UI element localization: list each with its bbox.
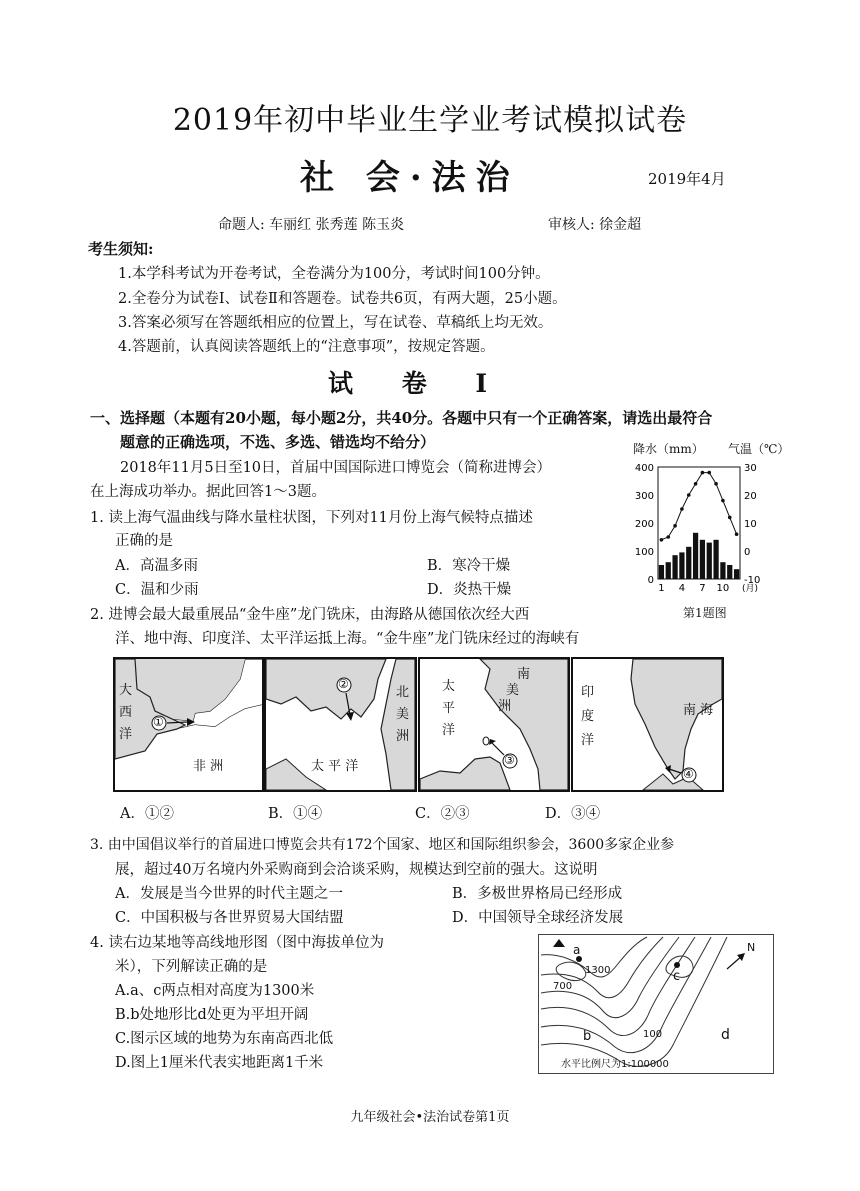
temp-tick-label: 30 [744, 463, 757, 474]
temperature-point [701, 471, 705, 475]
map3-marker: ③ [504, 753, 515, 767]
notice-heading: 考生须知: [88, 240, 154, 258]
month-tick-label: 10 [716, 583, 730, 594]
notice-item: 2.全卷分为试卷Ⅰ、试卷Ⅱ和答题卷。试卷共6页，有两大题，25小题。 [118, 291, 567, 307]
contour-elev-100: 100 [643, 1029, 663, 1040]
precip-bar [666, 562, 671, 579]
section-heading: 一、选择题（本题有20小题，每小题2分，共40分。各题中只有一个正确答案，请选出最符合 [90, 409, 713, 427]
precip-bar [686, 547, 691, 579]
map4-ocean-3: 洋 [581, 733, 595, 748]
q4-stem: 4. 读右边某地等高线地形图（图中海拔单位为 [90, 935, 384, 951]
temperature-point [673, 524, 677, 528]
section-heading-cont: 题意的正确选项，不选、多选、错选均不给分） [120, 433, 436, 451]
temperature-point [680, 507, 684, 511]
map3-ocean-2: 平 [442, 701, 456, 716]
precip-tick-label: 300 [634, 491, 654, 502]
contour-point-b: b [583, 1029, 592, 1044]
notice-item: 1.本学科考试为开卷考试，全卷满分为100分，考试时间100分钟。 [118, 266, 550, 282]
q1-stem-cont: 正确的是 [115, 533, 173, 549]
map2-land-2: 美 [396, 707, 410, 722]
reviewer: 审核人: 徐金超 [548, 217, 642, 233]
map2-marker: ② [338, 677, 349, 691]
q3-option-b[interactable]: B．多极世界格局已经形成 [452, 886, 623, 902]
map1-ocean-1: 大 [119, 683, 133, 698]
climate-chart [628, 455, 768, 595]
q4-option-c[interactable]: C.图示区域的地势为东南高西北低 [115, 1031, 334, 1047]
map3-land-3: 洲 [498, 699, 512, 714]
q4-stem-cont: 米），下列解读正确的是 [115, 959, 268, 975]
map4-ocean-1: 印 [581, 685, 595, 700]
map3-land-1: 南 [517, 667, 531, 682]
strait-map-1 [113, 657, 264, 792]
q2-option-c[interactable]: C．②③ [415, 806, 470, 822]
intro-line: 在上海成功举办。据此回答1～3题。 [90, 484, 326, 500]
precip-tick-label: 400 [634, 463, 654, 474]
precip-bar [713, 540, 718, 579]
contour-point-c: c [673, 969, 681, 984]
q4-option-a[interactable]: A.a、c两点相对高度为1300米 [115, 983, 315, 999]
notice-item: 3.答案必须写在答题纸相应的位置上，写在试卷、草稿纸上均无效。 [118, 315, 553, 331]
q1-option-c[interactable]: C．温和少雨 [115, 582, 199, 598]
contour-elev-1300: 1300 [585, 965, 611, 976]
map3-land-2: 美 [506, 683, 520, 698]
q3-option-d[interactable]: D．中国领导全球经济发展 [452, 910, 624, 926]
contour-scale: 水平比例尺为1:100000 [561, 1059, 669, 1070]
precip-bar [672, 555, 677, 579]
month-tick-label: 7 [699, 583, 706, 594]
q1-option-b[interactable]: B．寒冷干燥 [427, 558, 511, 574]
q4-option-d[interactable]: D.图上1厘米代表实地距离1千米 [115, 1055, 324, 1071]
precip-bar [693, 533, 698, 579]
month-tick-label: 1 [658, 583, 665, 594]
temperature-point [666, 535, 670, 539]
map1-ocean-3: 洋 [119, 727, 133, 742]
q1-option-d[interactable]: D．炎热干燥 [427, 582, 512, 598]
temperature-line [661, 473, 736, 540]
map3-ocean-1: 太 [442, 679, 456, 694]
q3-stem: 3. 由中国倡议举行的首届进口博览会共有172个国家、地区和国际组织参会，3600多家企业参 [90, 837, 675, 853]
precip-tick-label: 200 [634, 519, 654, 530]
q2-option-a[interactable]: A．①② [120, 806, 174, 822]
map4-ocean-2: 度 [581, 709, 595, 724]
temp-tick-label: 20 [744, 491, 757, 502]
notice-item: 4.答题前，认真阅读答题纸上的“注意事项”，按规定答题。 [118, 339, 495, 355]
contour-point-d: d [721, 1027, 730, 1043]
map2-land-1: 北 [396, 685, 410, 700]
precip-tick-label: 0 [647, 575, 654, 586]
subject-title: 社 会·法治 [300, 158, 520, 198]
q2-stem: 2. 进博会最大最重展品“金牛座”龙门铣床，由海路从德国依次经大西 [90, 607, 530, 623]
precip-bar [679, 552, 684, 579]
strait-map-3 [418, 657, 570, 792]
map1-ocean-2: 西 [119, 705, 133, 720]
q1-option-a[interactable]: A．高温多雨 [115, 558, 198, 574]
q3-stem-cont: 展，超过40万名境内外采购商到会洽谈采购，规模达到空前的强大。这说明 [115, 862, 598, 878]
part-title: 试 卷 I [328, 369, 508, 398]
map4-marker: ④ [683, 767, 694, 781]
precip-bar [659, 565, 664, 579]
map2-land-3: 洲 [396, 729, 410, 744]
contour-map [538, 934, 774, 1074]
q2-option-d[interactable]: D．③④ [545, 806, 601, 822]
page-footer: 九年级社会•法治试卷第1页 [350, 1110, 510, 1125]
temp-tick-label: 0 [744, 547, 751, 558]
contour-point-a: a [573, 943, 581, 957]
map3-ocean-3: 洋 [442, 723, 456, 738]
q1-stem: 1. 读上海气温曲线与降水量柱状图，下列对11月份上海气候特点描述 [90, 510, 533, 526]
month-unit-label: (月) [742, 584, 759, 594]
temperature-point [735, 532, 739, 536]
intro-line: 2018年11月5日至10日，首届中国国际进口博览会（简称进博会） [120, 460, 552, 476]
temperature-point [707, 471, 711, 475]
precip-bar [734, 569, 739, 579]
map1-land: 非 洲 [193, 759, 224, 774]
contour-elev-700: 700 [553, 981, 573, 992]
q2-option-b[interactable]: B．①④ [268, 806, 323, 822]
chart-right-label: 气温（℃） [728, 442, 790, 456]
map2-ocean: 太 平 洋 [311, 759, 359, 774]
temperature-point [728, 516, 732, 520]
q3-option-c[interactable]: C．中国积极与各世界贸易大国结盟 [115, 910, 344, 926]
exam-date: 2019年4月 [648, 170, 726, 188]
strait-map-4 [571, 657, 724, 792]
temperature-point [694, 482, 698, 486]
precip-bar [720, 562, 725, 579]
temperature-point [687, 493, 691, 497]
north-arrow-label: N [747, 941, 756, 954]
q4-option-b[interactable]: B.b处地形比d处更为平坦开阔 [115, 1007, 309, 1023]
temperature-point [714, 482, 718, 486]
authors: 命题人: 车丽红 张秀莲 陈玉炎 [218, 217, 405, 233]
precip-bar [700, 540, 705, 579]
exam-title: 2019年初中毕业生学业考试模拟试卷 [172, 103, 688, 138]
chart-caption: 第1题图 [683, 606, 727, 620]
map1-marker: ① [153, 715, 164, 729]
precip-bar [727, 565, 732, 579]
temp-tick-label: 10 [744, 519, 757, 530]
strait-map-2 [264, 657, 417, 792]
chart-left-label: 降水（mm） [633, 442, 704, 456]
precip-bar [707, 543, 712, 579]
temperature-point [721, 499, 725, 503]
temperature-point [660, 538, 664, 542]
precip-tick-label: 100 [634, 547, 654, 558]
q3-option-a[interactable]: A．发展是当今世界的时代主题之一 [115, 886, 343, 902]
map4-sea: 南 海 [683, 703, 714, 718]
q2-stem-cont: 洋、地中海、印度洋、太平洋运抵上海。“金牛座”龙门铣床经过的海峡有 [115, 631, 580, 647]
month-tick-label: 4 [678, 583, 686, 594]
temp-tick-label: -10 [744, 575, 761, 586]
